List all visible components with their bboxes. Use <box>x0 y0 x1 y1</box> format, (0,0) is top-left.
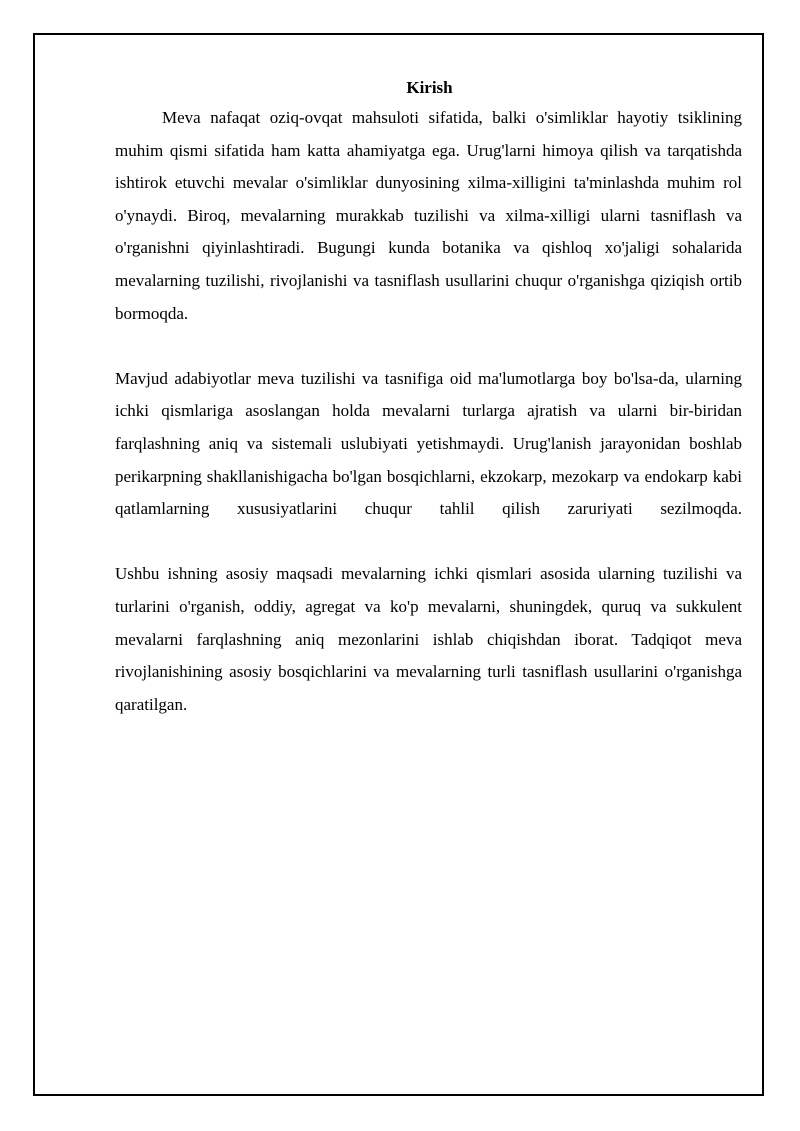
paragraph-spacer <box>115 330 742 363</box>
document-body <box>115 74 742 721</box>
document-title: Kirish <box>406 78 453 97</box>
paragraph-literature: Mavjud adabiyotlar meva tuzilishi va tasnifiga oid ma'lumotlarga boy bo'lsa-da, ularning ichki qismlariga asoslangan holda mevalarni turlarga ajratish va ularni bir-biridan farqlashning aniq va sistemali uslubiyati yetishmaydi. Urug'lanish jarayonidan boshlab perikarpning shakllanishigacha bo'lgan bosqichlarni, ekzokarp, mezokarp va endokarp kabi qatlamlarning xususiyatlarini chuqur tahlil qilish zaruriyati sezilmoqda. <box>115 368 742 519</box>
paragraph-intro: Meva nafaqat oziq-ovqat mahsuloti sifatida, balki o'simliklar hayotiy tsiklining muhim qismi sifatida ham katta ahamiyatga ega. Urug'larni himoya qilish va tarqatishda ishtirok etuvchi mevalar o'simliklar dunyosining xilma-xilligini ta'minlashda muhim rol o'ynaydi. Biroq, mevalarning murakkab tuzilishi va xilma-xilligi ularni tasniflash va o'rganishni qiyinlashtiradi. Bugungi kunda botanika va qishloq xo'jaligi sohalarida mevalarning tuzilishi, rivojlanishi va tasniflash usullarini chuqur o'rganishga qiziqish ortib bormoqda. <box>115 108 742 323</box>
paragraph-spacer <box>115 526 742 559</box>
paragraph-aim: Ushbu ishning asosiy maqsadi mevalarning ichki qismlari asosida ularning tuzilishi va turlarini o'rganish, oddiy, agregat va ko'p mevalarni, shuningdek, quruq va sukkulent mevalarni farqlashning aniq mezonlarini ishlab chiqishdan iborat. Tadqiqot meva rivojlanishining asosiy bosqichlarini va mevalarning turli tasniflash usullarini o'rganishga qaratilgan. <box>115 564 742 714</box>
